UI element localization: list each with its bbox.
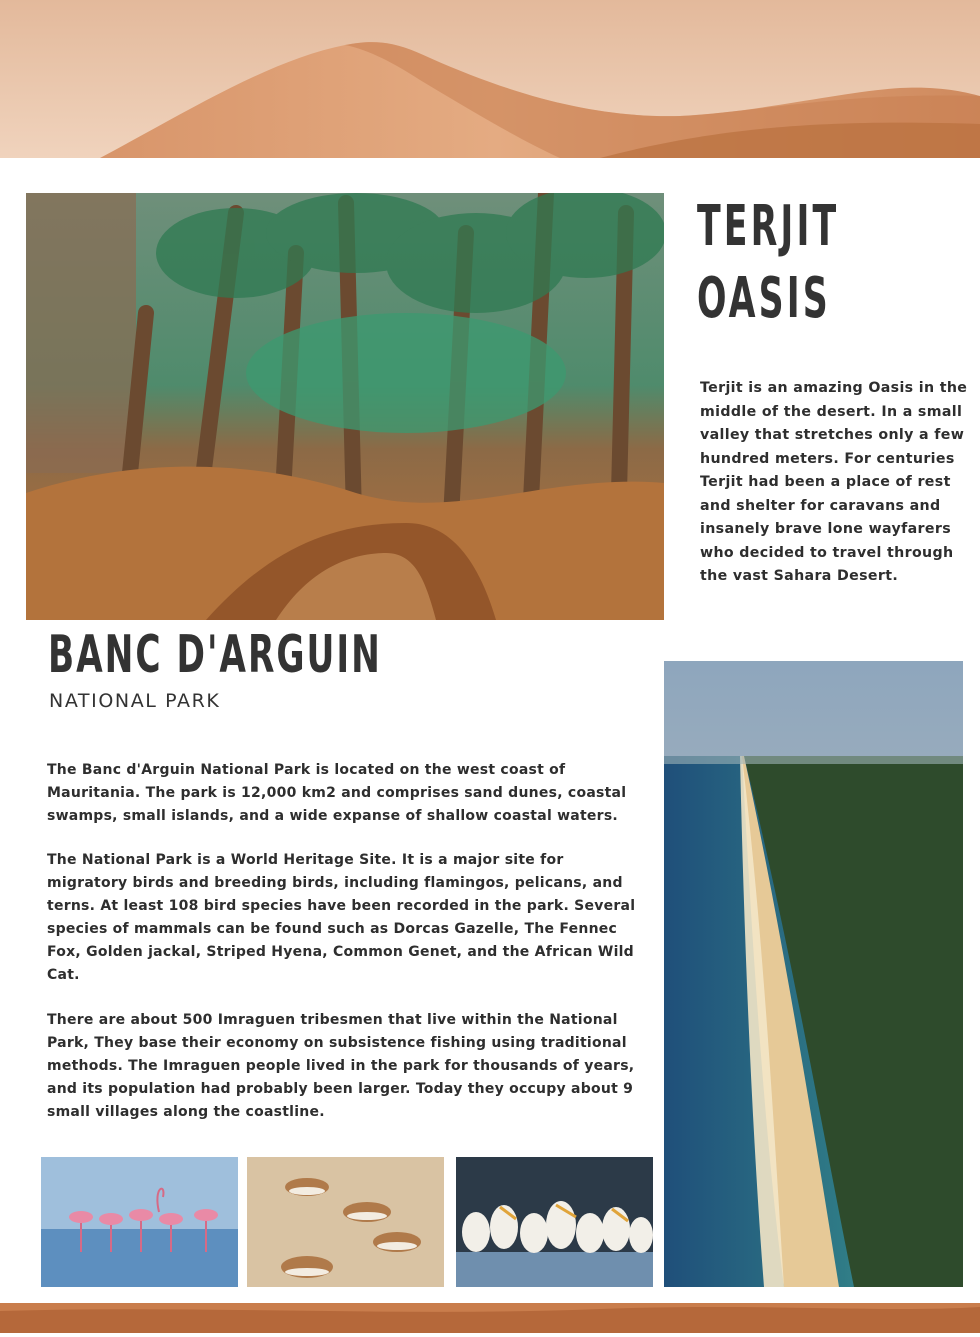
pelicans-photo: [456, 1157, 653, 1287]
terjit-title-line1: TERJIT: [697, 194, 840, 259]
terjit-title-line2: OASIS: [697, 266, 831, 331]
flamingos-photo: [41, 1157, 238, 1287]
banc-paragraph-wildlife: The National Park is a World Heritage Site. It is a major site for migratory birds and breeding birds, including flamingos, pelicans, and terns. At least 108 bird species have been recorded in the park. Several species of mammals can be found such as Dorcas Gazelle, The Fennec Fox, Golden jackal, Striped Hyena, Common Genet, and the African Wild Cat.: [47, 852, 636, 983]
banc-paragraph-imraguen: There are about 500 Imraguen tribesmen that live within the National Park, They base their economy on subsistence fishing using traditional methods. The Imraguen people lived in the park for thousands of years, and its population had probably been larger. Today they occupy about 9 small villages along the coastline.: [47, 1012, 635, 1120]
terjit-description: Terjit is an amazing Oasis in the middle of the desert. In a small valley that stretches only a few hundred meters. For centuries Terjit had been a place of rest and shelter for caravans and insanely brave lone wayfarers who decided to travel through the vast Sahara Desert.: [700, 380, 968, 584]
footer-desert-band: [0, 1303, 980, 1333]
gazelles-photo: [247, 1157, 444, 1287]
terjit-oasis-photo: [26, 193, 664, 620]
coastline-aerial-photo: [664, 661, 963, 1287]
banc-darguin-title: BANC D'ARGUIN: [48, 625, 382, 685]
desert-dune-banner: [0, 0, 980, 158]
banc-darguin-subtitle: NATIONAL PARK: [49, 690, 221, 712]
banc-paragraph-location: The Banc d'Arguin National Park is located on the west coast of Mauritania. The park is 12,000 km2 and comprises sand dunes, coastal swamps, small islands, and a wide expanse of shallow coastal waters.: [47, 762, 627, 824]
